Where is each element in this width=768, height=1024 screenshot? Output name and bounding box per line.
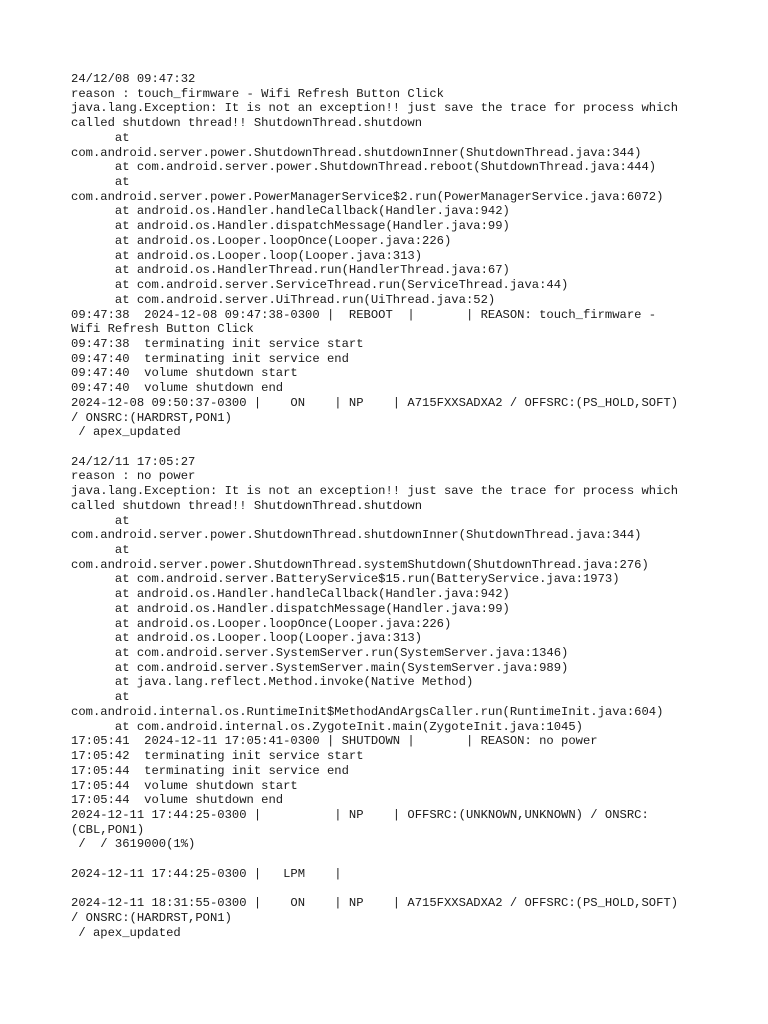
log-line: at android.os.Handler.dispatchMessage(Handler.java:99) [71,601,510,616]
log-line: at [71,513,130,528]
log-line: at android.os.HandlerThread.run(HandlerThread.java:67) [71,263,510,278]
log-line: called shutdown thread!! ShutdownThread.shutdown [71,116,423,131]
log-line: at android.os.Handler.dispatchMessage(Handler.java:99) [71,219,510,234]
log-line: at android.os.Looper.loopOnce(Looper.java:226) [71,233,452,248]
log-line: at [71,130,130,145]
log-line: (CBL,PON1) [71,822,145,837]
blank-line [71,852,711,867]
log-line: at android.os.Looper.loopOnce(Looper.java:226) [71,616,452,631]
log-line: at android.os.Handler.handleCallback(Handler.java:942) [71,204,510,219]
log-line: 09:47:38 terminating init service start [71,336,364,351]
log-line: com.android.server.power.PowerManagerService$2.run(PowerManagerService.java:6072) [71,189,664,204]
log-line: com.android.server.power.ShutdownThread.shutdownInner(ShutdownThread.java:344) [71,528,642,543]
log-line: 17:05:41 2024-12-11 17:05:41-0300 | SHUTDOWN | | REASON: no power [71,734,598,749]
log-line: 09:47:40 volume shutdown end [71,381,284,396]
log-line: / ONSRC:(HARDRST,PON1) [71,410,232,425]
log-line: / / 3619000(1%) [71,837,196,852]
log-line: com.android.internal.os.RuntimeInit$MethodAndArgsCaller.run(RuntimeInit.java:604) [71,704,664,719]
log-line: 17:05:42 terminating init service start [71,749,364,764]
log-line: / apex_updated [71,425,181,440]
log-line: reason : touch_firmware - Wifi Refresh Button Click [71,86,444,101]
log-line: at com.android.server.UiThread.run(UiThread.java:52) [71,292,496,307]
log-line: 17:05:44 volume shutdown start [71,778,298,793]
log-line: com.android.server.power.ShutdownThread.shutdownInner(ShutdownThread.java:344) [71,145,642,160]
log-line: at android.os.Looper.loop(Looper.java:313) [71,631,423,646]
log-line: reason : no power [71,469,196,484]
log-line: at java.lang.reflect.Method.invoke(Native Method) [71,675,474,690]
log-line: 17:05:44 volume shutdown end [71,793,284,808]
log-line: 09:47:38 2024-12-08 09:47:38-0300 | REBOOT | | REASON: touch_firmware - [71,307,657,322]
log-line: at [71,175,130,190]
log-line: at com.android.server.SystemServer.run(SystemServer.java:1346) [71,646,569,661]
log-line: Wifi Refresh Button Click [71,322,254,337]
shutdown-log-text [71,72,711,940]
log-line: called shutdown thread!! ShutdownThread.shutdown [71,498,423,513]
log-line: at [71,690,130,705]
log-line: at [71,543,130,557]
log-line: / ONSRC:(HARDRST,PON1) [71,910,232,925]
log-line: 24/12/11 17:05:27 [71,454,196,469]
log-line: 17:05:44 terminating init service end [71,763,349,778]
log-line: 24/12/08 09:47:32 [71,72,196,86]
blank-line [71,440,711,455]
log-line: java.lang.Exception: It is not an exception!! just save the trace for process which [71,101,679,116]
log-line: at com.android.server.SystemServer.main(SystemServer.java:989) [71,660,569,675]
log-line: at com.android.server.BatteryService$15.run(BatteryService.java:1973) [71,572,620,587]
log-line: at com.android.server.power.ShutdownThread.reboot(ShutdownThread.java:444) [71,160,657,175]
log-line: / apex_updated [71,925,181,940]
log-line: 09:47:40 volume shutdown start [71,366,298,381]
blank-line [71,882,711,897]
log-line: at com.android.internal.os.ZygoteInit.main(ZygoteInit.java:1045) [71,719,583,734]
log-line: com.android.server.power.ShutdownThread.systemShutdown(ShutdownThread.java:276) [71,557,649,572]
log-line: at android.os.Looper.loop(Looper.java:313) [71,248,423,263]
log-line: java.lang.Exception: It is not an exception!! just save the trace for process which [71,484,679,499]
log-line: 09:47:40 terminating init service end [71,351,349,366]
log-line: 2024-12-08 09:50:37-0300 | ON | NP | A715FXXSADXA2 / OFFSRC:(PS_HOLD,SOFT) [71,395,679,410]
log-line: at com.android.server.ServiceThread.run(ServiceThread.java:44) [71,278,569,293]
log-line: at android.os.Handler.handleCallback(Handler.java:942) [71,587,510,602]
log-line: 2024-12-11 17:44:25-0300 | | NP | OFFSRC:(UNKNOWN,UNKNOWN) / ONSRC: [71,807,649,822]
log-line: 2024-12-11 17:44:25-0300 | LPM | [71,866,342,881]
log-line: 2024-12-11 18:31:55-0300 | ON | NP | A715FXXSADXA2 / OFFSRC:(PS_HOLD,SOFT) [71,896,679,911]
